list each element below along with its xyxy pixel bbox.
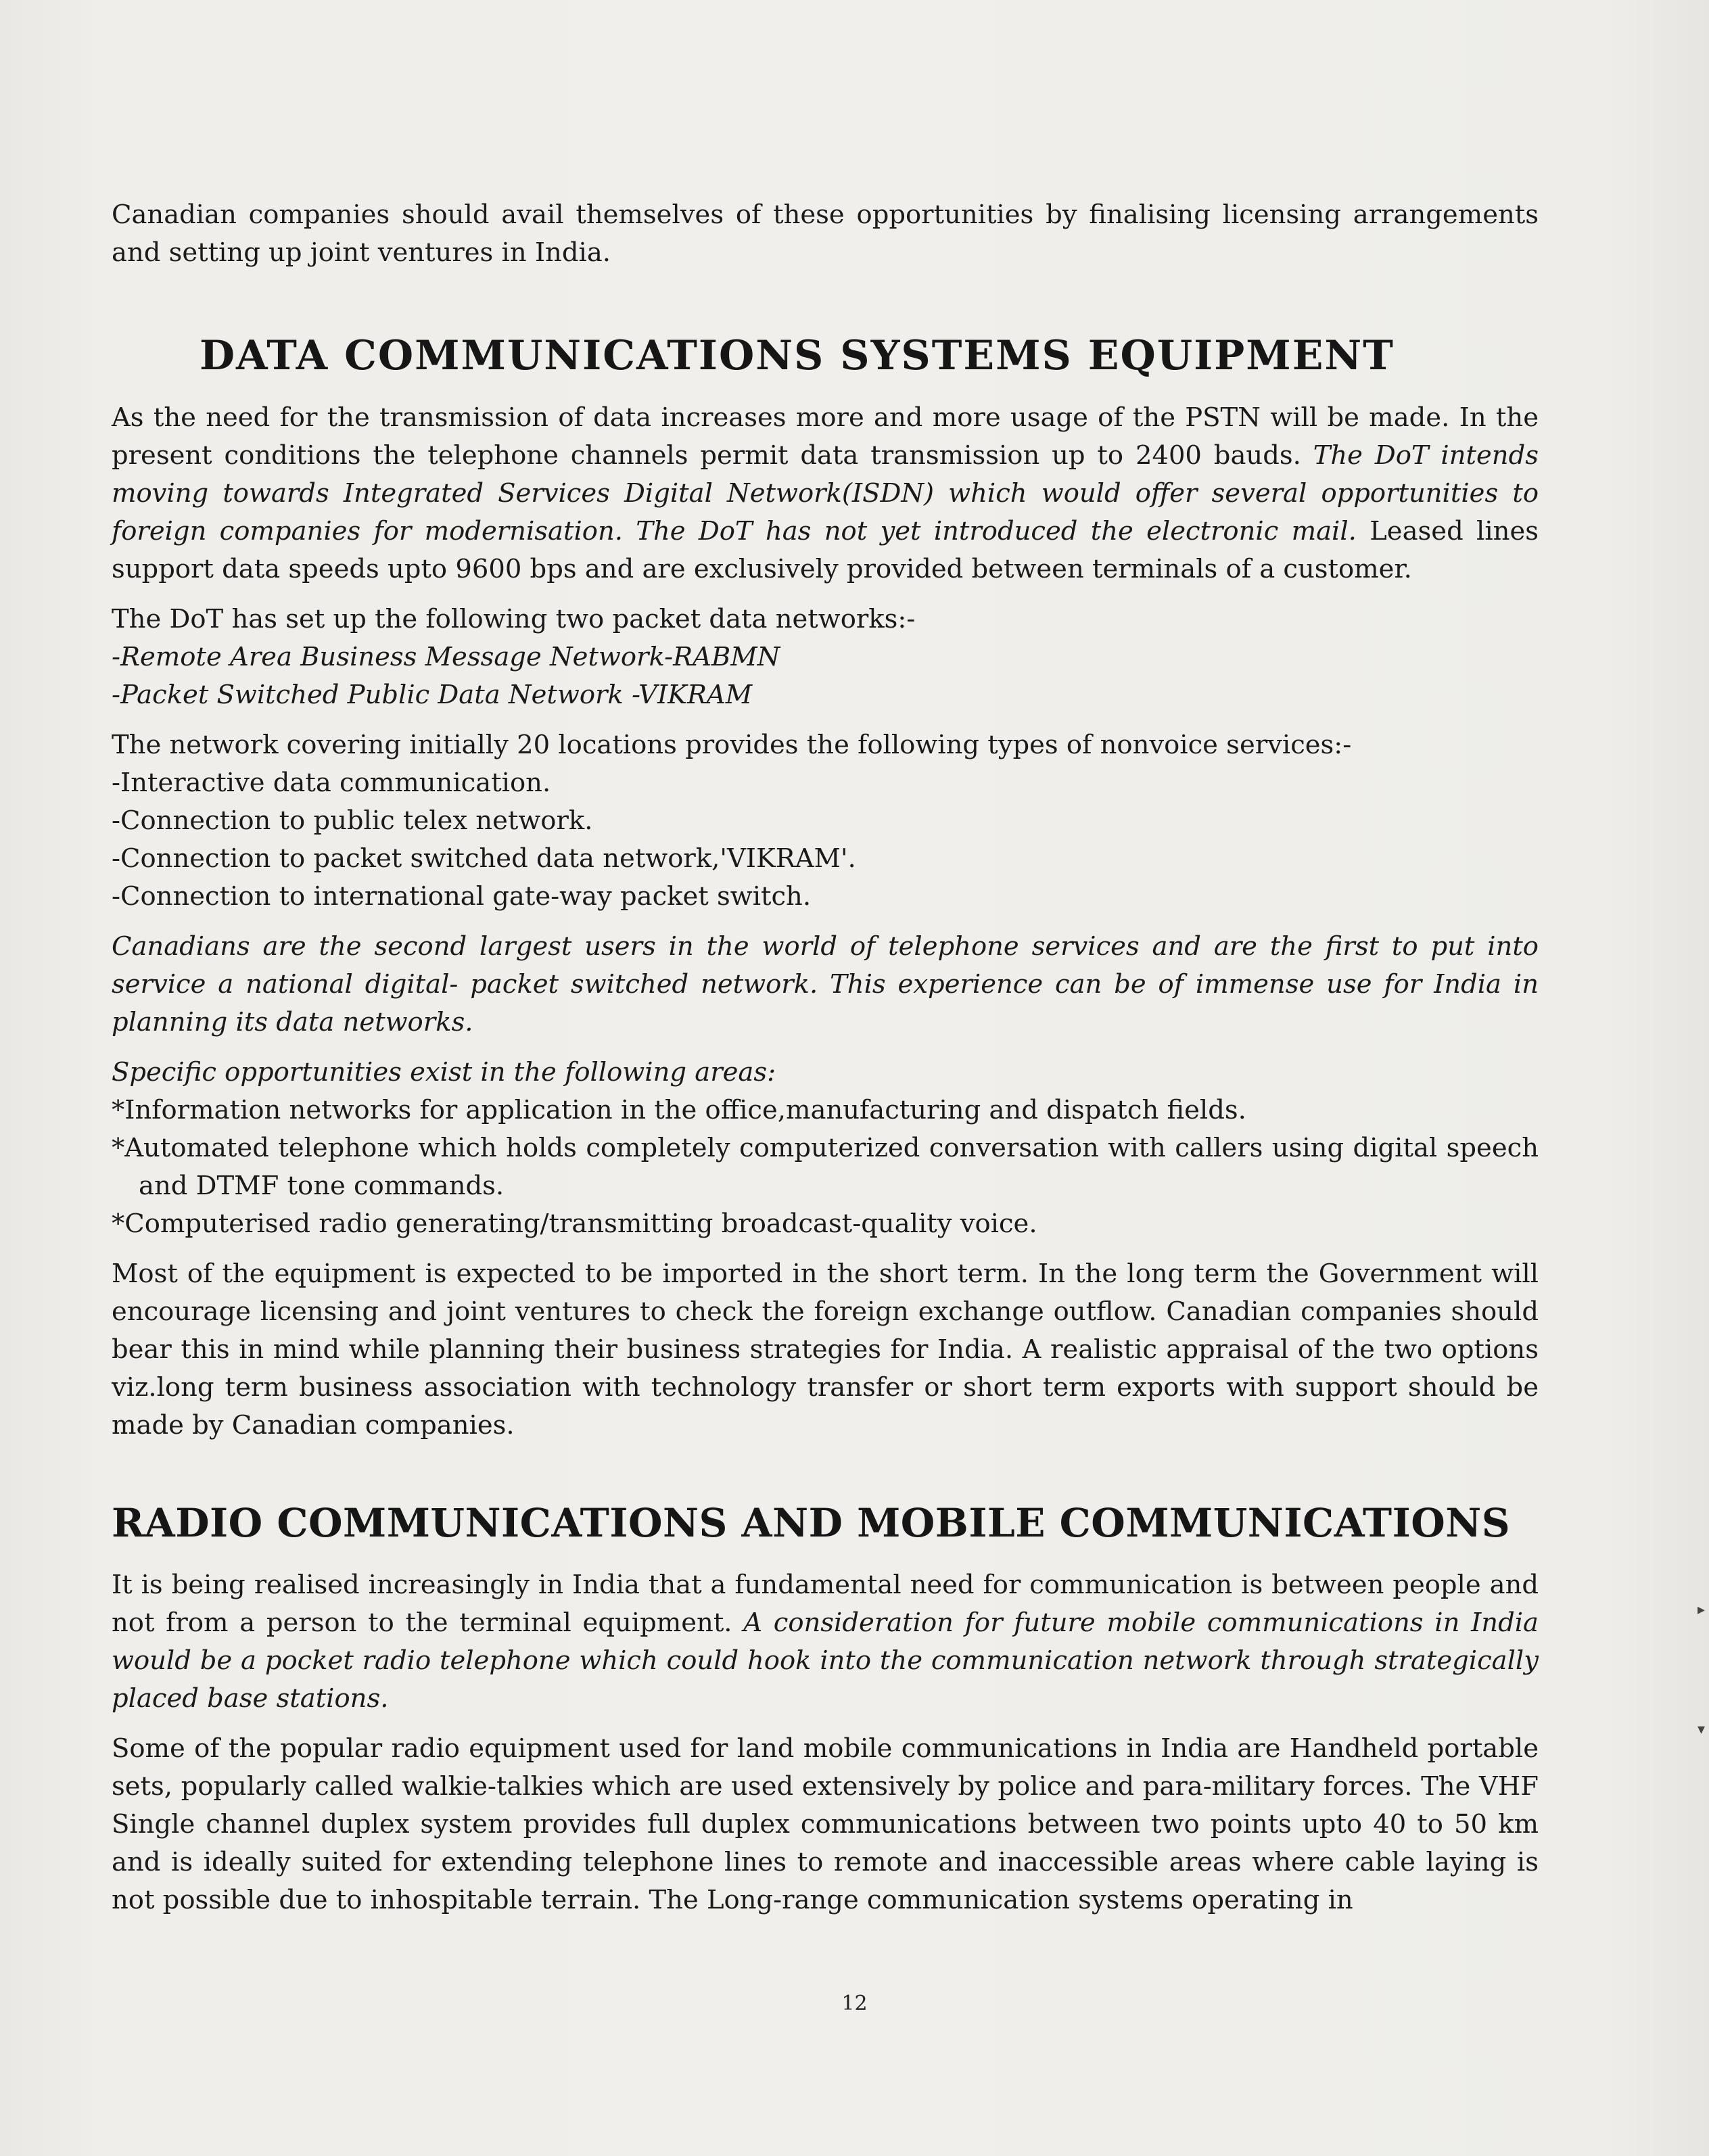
radio-comm-p1-italic: A consideration for future mobile communications in India would be a pocket radio telephone which could hook into the communication network through strategically placed base stations. (112, 1608, 1539, 1714)
list-item: *Information networks for application in the office,manufacturing and dispatch fields. (112, 1095, 1246, 1125)
section-heading-data-communications: DATA COMMUNICATIONS SYSTEMS EQUIPMENT (200, 332, 1395, 379)
list-item: -Interactive data communication. (112, 768, 551, 798)
packet-networks-list (112, 638, 1539, 714)
nonvoice-services-list (112, 764, 1539, 916)
list-item: -Connection to public telex network. (112, 805, 593, 836)
list-item: *Computerised radio generating/transmitting broadcast-quality voice. (112, 1209, 1037, 1239)
data-comm-paragraph-5: Specific opportunities exist in the following areas: (112, 1057, 776, 1087)
margin-arrow-icon: ▾ (1697, 1721, 1705, 1738)
list-item: -Packet Switched Public Data Network -VIKRAM (112, 680, 753, 710)
data-comm-paragraph-6: Most of the equipment is expected to be imported in the short term. In the long term the Government will encourage licensing and joint ventures to check the foreign exchange outflow. Canadian companies should bear this in mind while planning their business strategies for India. A realistic appraisal of the two options viz.long term business association with technology transfer or short term exports with support should be made by Canadian companies. (112, 1259, 1539, 1440)
section-heading-radio-communications: RADIO COMMUNICATIONS AND MOBILE COMMUNICATIONS (112, 1500, 1511, 1546)
radio-comm-p1-text: It is being realised increasingly in India that a fundamental need for communication is between people and not from a person to the terminal equipment. (112, 1570, 1539, 1638)
data-comm-paragraph-1 (112, 399, 1539, 588)
radio-comm-paragraph-2: Some of the popular radio equipment used for land mobile communications in India are Handheld portable sets, popularly called walkie-talkies which are used extensively by police and para-military forces. The VHF Single channel duplex system provides full duplex communications between two points upto 40 to 50 km and is ideally suited for extending telephone lines to remote and inaccessible areas where cable laying is not possible due to inhospitable terrain. The Long-range communication systems operating in (112, 1733, 1539, 1915)
data-comm-paragraph-4: Canadians are the second largest users in the world of telephone services and are the first to put into service a national digital- packet switched network. This experience can be of immense use for India in planning its data networks. (112, 931, 1539, 1037)
intro-paragraph: Canadian companies should avail themselves of these opportunities by finalising licensing arrangements and setting up joint ventures in India. (112, 200, 1539, 268)
list-item: -Remote Area Business Message Network-RABMN (112, 642, 780, 672)
margin-arrow-icon: ▸ (1697, 1601, 1705, 1618)
data-comm-paragraph-3: The network covering initially 20 locations provides the following types of nonvoice services:- (112, 730, 1352, 760)
data-comm-p1-italic: The DoT intends moving towards Integrated Services Digital Network(ISDN) which would offer several opportunities to foreign companies for modernisation. The DoT has not yet introduced the electronic mail. (112, 440, 1539, 546)
data-comm-p1-tail: Leased lines support data speeds upto 9600 bps and are exclusively provided between terminals of a customer. (112, 516, 1539, 584)
page-number: 12 (841, 1992, 868, 2015)
list-item: -Connection to packet switched data network,'VIKRAM'. (112, 843, 856, 874)
list-item: -Connection to international gate-way packet switch. (112, 881, 812, 912)
data-comm-paragraph-2: The DoT has set up the following two packet data networks:- (112, 604, 916, 634)
list-item: *Automated telephone which holds completely computerized conversation with callers using digital speech and DTMF tone commands. (112, 1133, 1539, 1201)
radio-comm-paragraph-1 (112, 1566, 1539, 1718)
data-comm-p1-text: As the need for the transmission of data increases more and more usage of the PSTN will be made. In the present conditions the telephone channels permit data transmission up to 2400 bauds. (112, 402, 1539, 471)
opportunities-list (112, 1092, 1539, 1243)
page-content (112, 196, 1539, 1919)
